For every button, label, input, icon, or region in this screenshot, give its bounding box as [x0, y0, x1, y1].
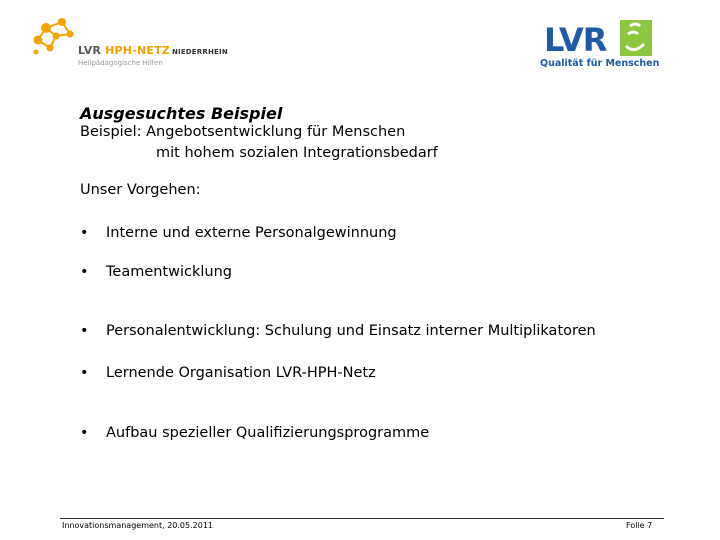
bullet-text: Personalentwicklung: Schulung und Einsatz interner Multiplikatoren	[106, 323, 596, 339]
slide-title: Ausgesuchtes Beispiel	[80, 104, 283, 123]
bullet-item	[80, 425, 429, 441]
lvr-brand-mark	[540, 20, 654, 59]
approach-label: Unser Vorgehen:	[80, 182, 201, 198]
bullet-text: Teamentwicklung	[106, 264, 232, 280]
bullet-item	[80, 264, 232, 280]
hph-netz-name	[78, 44, 228, 57]
logo-lvr-text: LVR	[78, 44, 106, 57]
footer-presentation-info: Innovationsmanagement, 20.05.2011	[62, 521, 214, 530]
bullet-icon: •	[80, 365, 89, 381]
bullet-item	[80, 225, 397, 241]
face-graphic-icon	[620, 20, 652, 56]
logo-subtitle: Heilpädagogische Hilfen	[78, 59, 163, 67]
lvr-logo	[540, 20, 660, 72]
hph-netz-logo	[28, 14, 248, 74]
bullet-icon: •	[80, 323, 89, 339]
footer-divider	[60, 518, 664, 519]
bullet-item	[80, 323, 596, 339]
logo-hph-netz-text: HPH-NETZ	[105, 44, 170, 57]
logo-region-text: NIEDERRHEIN	[171, 48, 228, 56]
bullet-icon: •	[80, 264, 89, 280]
bullet-text: Lernende Organisation LVR-HPH-Netz	[106, 365, 376, 381]
footer-slide-number: Folie 7	[626, 521, 653, 530]
example-line-1: Beispiel: Angebotsentwicklung für Menschen	[80, 124, 406, 140]
bullet-text: Aufbau spezieller Qualifizierungsprogramme	[106, 425, 430, 441]
lvr-brand-text: LVR	[544, 21, 607, 59]
bullet-icon: •	[80, 425, 89, 441]
network-graphic-icon	[28, 14, 78, 58]
bullet-icon: •	[80, 225, 89, 241]
bullet-item	[80, 365, 376, 381]
lvr-tagline: Qualität für Menschen	[540, 58, 660, 69]
example-line-2: mit hohem sozialen Integrationsbedarf	[156, 145, 438, 161]
bullet-text: Interne und externe Personalgewinnung	[106, 225, 397, 241]
